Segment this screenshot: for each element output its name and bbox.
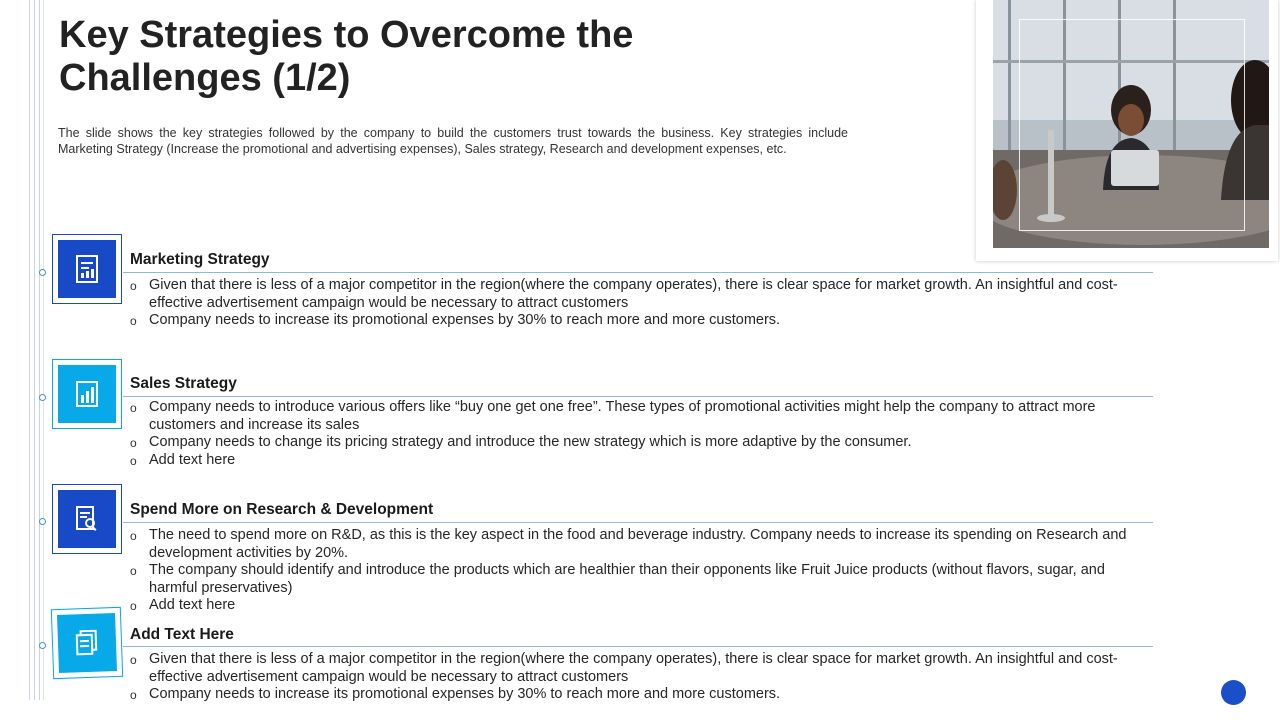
slide-title: Key Strategies to Overcome the Challenges (1/2) — [59, 14, 634, 99]
list-item: o Given that there is less of a major competitor in the region(where the company operates), there is clear space for market growth. An insightful and cost-effective advertisement campaign would be necessary to attract customers — [130, 651, 1118, 685]
left-border-line — [34, 0, 35, 700]
section-divider — [123, 522, 1153, 523]
section-icon-box — [52, 359, 122, 429]
bullet-list — [130, 277, 1142, 330]
section-divider — [123, 646, 1153, 647]
section-title: Add Text Here — [130, 626, 234, 643]
list-item: o Company needs to increase its promotional expenses by 30% to reach more and more customers. — [130, 686, 781, 702]
timeline-node — [39, 394, 46, 401]
timeline-node — [39, 269, 46, 276]
section-divider — [123, 396, 1153, 397]
bullet-list — [130, 527, 1142, 615]
section-title: Marketing Strategy — [130, 251, 270, 268]
section-icon-box — [52, 484, 122, 554]
list-item: o Add text here — [130, 597, 236, 613]
timeline-node — [39, 518, 46, 525]
meeting-photo — [993, 0, 1269, 248]
slide-subtitle: The slide shows the key strategies followed by the company to build the customers trust towards the business. Key strategies include Marketing Strategy (Increase the promotional and advertising expenses), Sales strategy, Research and development expenses, etc. — [58, 126, 848, 156]
section-divider — [123, 272, 1153, 273]
research-document-icon — [75, 506, 99, 532]
next-slide-button[interactable] — [1221, 680, 1246, 705]
list-item: o The company should identify and introduce the products which are healthier than their opponents like Fruit Juice products (without flavors, sugar, and harmful preservatives) — [130, 562, 1105, 596]
left-border-line — [29, 0, 30, 700]
section-icon-box — [51, 607, 123, 679]
list-item: o The need to spend more on R&D, as this is the key aspect in the food and beverage industry. Company needs to increase its spending on Research and development activities by 20%. — [130, 527, 1127, 561]
section-icon-box — [52, 234, 122, 304]
left-border-line — [39, 0, 40, 700]
section-title: Spend More on Research & Development — [130, 501, 434, 518]
bullet-list — [130, 399, 1142, 469]
document-chart-icon — [75, 255, 99, 283]
list-item: o Company needs to increase its promotional expenses by 30% to reach more and more customers. — [130, 312, 781, 328]
list-item: o Given that there is less of a major competitor in the region(where the company operates), there is clear space for market growth. An insightful and cost-effective advertisement campaign would be necessary to attract customers — [130, 277, 1118, 311]
list-item: o Company needs to introduce various offers like “buy one get one free”. These types of promotional activities might help the company to attract more customers and increase its sales — [130, 399, 1096, 433]
list-item: o Add text here — [130, 451, 236, 468]
left-border-line — [43, 0, 44, 700]
documents-icon — [75, 630, 100, 657]
list-item: o Company needs to change its pricing strategy and introduce the new strategy which is more adaptive by the consumer. — [130, 434, 912, 450]
section-title: Sales Strategy — [130, 375, 237, 392]
timeline-node — [39, 642, 46, 649]
bullet-list — [130, 651, 1142, 704]
sales-chart-icon — [75, 381, 99, 407]
